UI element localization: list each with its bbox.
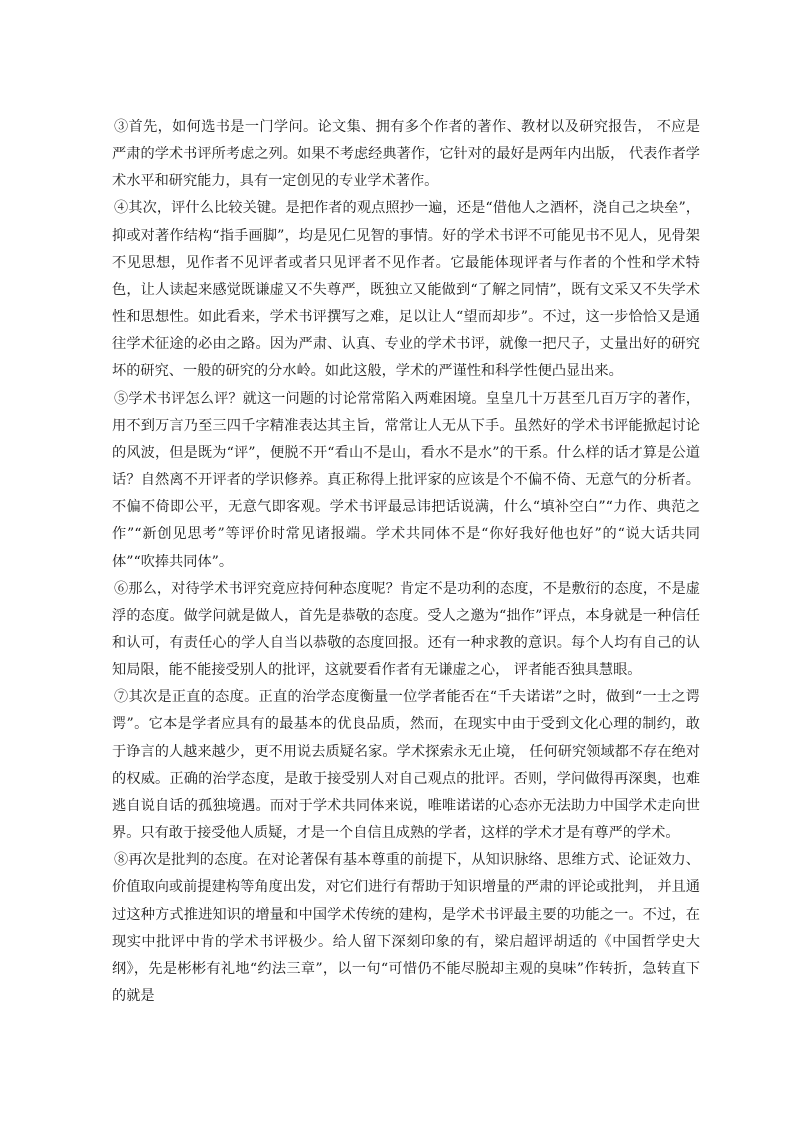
paragraph-6: ⑥那么，对待学术书评究竟应持何种态度呢？肯定不是功利的态度，不是敷衍的态度，不是虚浮的态度。做学问就是做人，首先是恭敬的态度。受人之邀为“拙作”评点，本身就是一种信任和认可，有责任心的学人自当以恭敬的态度回报。还有一种求教的意识。每个人均有自己的认知局限，能不能接受别人的批评，这就要看作者有无谦虚之心， 评者能否独具慧眼。 [112,580,700,679]
paragraph-5: ⑤学术书评怎么评？就这一问题的讨论常常陷入两难困境。皇皇几十万甚至几百万字的著作，用不到万言乃至三四千字精准表达其主旨，常常让人无从下手。虽然好的学术书评能掀起讨论的风波，但是既为“评”，便脱不开“看山不是山，看水不是水”的干系。什么样的话才算是公道话？自然离不开评者的学识修养。真正称得上批评家的应该是个不偏不倚、无意气的分析者。不偏不倚即公平，无意气即客观。学术书评最忌讳把话说满，什么“填补空白”“力作、典范之作”“新创见思考”等评价时常见诸报端。学术共同体不是“你好我好他也好”的“说大话共同体”“吹捧共同体”。 [112,390,700,570]
paragraph-7: ⑦其次是正直的态度。正直的治学态度衡量一位学者能否在“千夫诺诺”之时，做到“一士之谔谔”。它本是学者应具有的最基本的优良品质，然而，在现实中由于受到文化心理的制约，敢于诤言的人越来越少，更不用说去质疑名家。学术探索永无止境， 任何研究领域都不存在绝对的权威。正确的治学态度，是敢于接受别人对自己观点的批评。否则，学问做得再深奥，也难逃自说自话的孤独境遇。而对于学术共同体来说，唯唯诺诺的心态亦无法助力中国学术走向世界。只有敢于接受他人质疑，才是一个自信且成熟的学者，这样的学术才是有尊严的学术。 [112,689,700,842]
paragraph-4: ④其次，评什么比较关键。是把作者的观点照抄一遍，还是“借他人之酒杯，浇自己之块垒”，抑或对著作结构“指手画脚”，均是见仁见智的事情。好的学术书评不可能见书不见人，见骨架不见思想，见作者不见评者或者只见评者不见作者。它最能体现评者与作者的个性和学术特色，让人读起来感觉既谦虚又不失尊严，既独立又能做到“了解之同情”，既有文采又不失学术性和思想性。如此看来，学术书评撰写之难，足以让人“望而却步”。不过，这一步恰恰又是通往学术征途的必由之路。因为严肃、认真、专业的学术书评，就像一把尺子，丈量出好的研究坏的研究、一般的研究的分水岭。如此这般，学术的严谨性和科学性便凸显出来。 [112,200,700,380]
document-body [112,114,700,1010]
paragraph-3: ③首先，如何选书是一门学问。论文集、拥有多个作者的著作、教材以及研究报告， 不应是严肃的学术书评所考虑之列。如果不考虑经典著作，它针对的最好是两年内出版， 代表作者学术水平和研究能力，具有一定创见的专业学术著作。 [112,119,700,190]
paragraph-8: ⑧再次是批判的态度。在对论著保有基本尊重的前提下，从知识脉络、思维方式、论证效力、价值取向或前提建构等角度出发，对它们进行有帮助于知识增量的严肃的评论或批判， 并且通过这种方式推进知识的增量和中国学术传统的建构，是学术书评最主要的功能之一。不过，在现实中批评中肯的学术书评极少。给人留下深刻印象的有，梁启超评胡适的《中国哲学史大纲》，先是彬彬有礼地“约法三章”，以一句“可惜仍不能尽脱却主观的臭味”作转折，急转直下的就是 [112,852,700,1004]
